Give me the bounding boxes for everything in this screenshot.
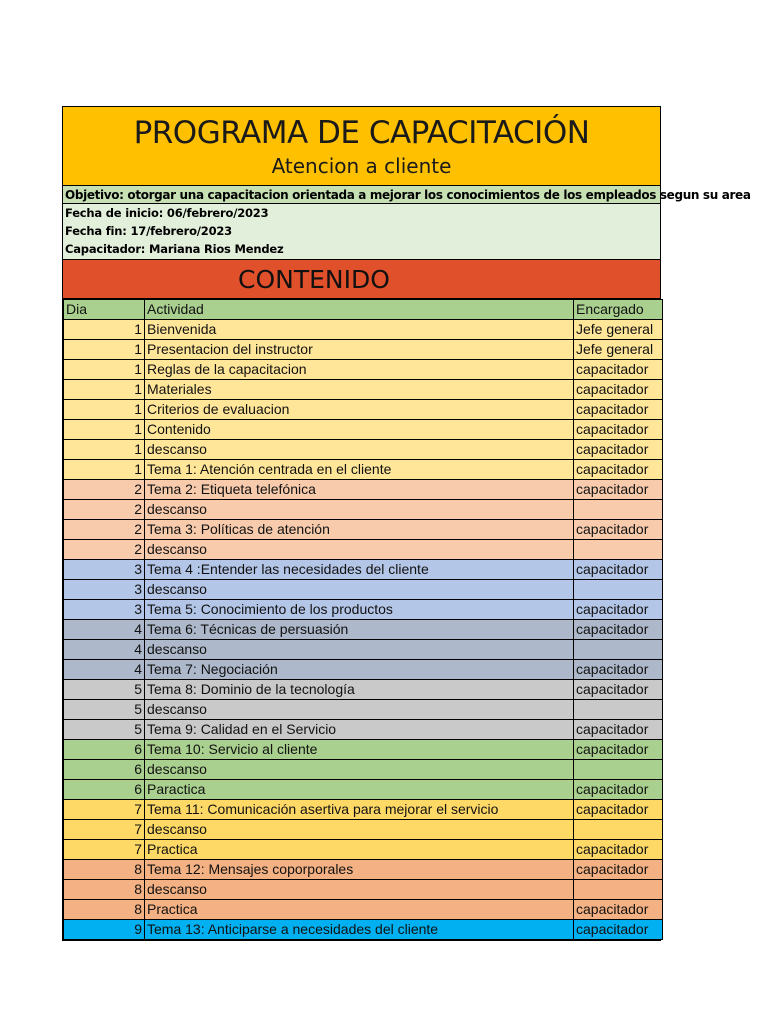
cell-actividad: Tema 11: Comunicación asertiva para mejorar el servicio <box>145 800 574 820</box>
schedule-rows <box>64 320 663 940</box>
cell-encargado: capacitador <box>574 440 663 460</box>
cell-actividad: Tema 10: Servicio al cliente <box>145 740 574 760</box>
cell-actividad: descanso <box>145 540 574 560</box>
cell-encargado: capacitador <box>574 920 663 940</box>
cell-encargado <box>574 880 663 900</box>
table-row <box>64 720 663 740</box>
cell-actividad: descanso <box>145 500 574 520</box>
cell-actividad: Tema 3: Políticas de atención <box>145 520 574 540</box>
cell-dia: 5 <box>64 680 145 700</box>
table-header-row <box>64 300 663 320</box>
cell-actividad: Reglas de la capacitacion <box>145 360 574 380</box>
cell-actividad: Tema 2: Etiqueta telefónica <box>145 480 574 500</box>
cell-encargado <box>574 760 663 780</box>
cell-encargado <box>574 820 663 840</box>
cell-encargado: capacitador <box>574 720 663 740</box>
cell-dia: 1 <box>64 340 145 360</box>
cell-actividad: Criterios de evaluacion <box>145 400 574 420</box>
cell-actividad: descanso <box>145 760 574 780</box>
cell-dia: 1 <box>64 380 145 400</box>
cell-encargado: capacitador <box>574 600 663 620</box>
cell-encargado: capacitador <box>574 680 663 700</box>
cell-dia: 3 <box>64 600 145 620</box>
table-row <box>64 820 663 840</box>
cell-encargado: capacitador <box>574 360 663 380</box>
table-row <box>64 700 663 720</box>
table-row <box>64 620 663 640</box>
cell-dia: 2 <box>64 520 145 540</box>
cell-actividad: Tema 5: Conocimiento de los productos <box>145 600 574 620</box>
training-program-sheet <box>62 106 751 941</box>
cell-encargado: capacitador <box>574 520 663 540</box>
cell-dia: 1 <box>64 360 145 380</box>
cell-encargado: capacitador <box>574 740 663 760</box>
cell-encargado: capacitador <box>574 620 663 640</box>
table-row <box>64 780 663 800</box>
column-header-dia: Dia <box>64 300 145 320</box>
table-row <box>64 520 663 540</box>
table-row <box>64 360 663 380</box>
table-row <box>64 800 663 820</box>
cell-dia: 8 <box>64 880 145 900</box>
end-date: Fecha fin: 17/febrero/2023 <box>63 222 661 240</box>
cell-dia: 2 <box>64 500 145 520</box>
cell-encargado: capacitador <box>574 560 663 580</box>
cell-actividad: descanso <box>145 640 574 660</box>
cell-actividad: Practica <box>145 900 574 920</box>
cell-actividad: Tema 12: Mensajes coporporales <box>145 860 574 880</box>
table-row <box>64 400 663 420</box>
table-row <box>64 920 663 940</box>
cell-dia: 3 <box>64 580 145 600</box>
table-row <box>64 420 663 440</box>
table-row <box>64 900 663 920</box>
cell-actividad: descanso <box>145 880 574 900</box>
cell-encargado: capacitador <box>574 780 663 800</box>
cell-encargado: capacitador <box>574 460 663 480</box>
cell-encargado: capacitador <box>574 900 663 920</box>
cell-encargado <box>574 640 663 660</box>
table-row <box>64 440 663 460</box>
cell-dia: 1 <box>64 320 145 340</box>
cell-encargado: capacitador <box>574 840 663 860</box>
cell-encargado: capacitador <box>574 400 663 420</box>
cell-actividad: Paractica <box>145 780 574 800</box>
cell-actividad: Tema 4 :Entender las necesidades del cliente <box>145 560 574 580</box>
section-title-contenido: CONTENIDO <box>63 259 661 299</box>
cell-encargado: capacitador <box>574 380 663 400</box>
cell-actividad: Tema 1: Atención centrada en el cliente <box>145 460 574 480</box>
cell-encargado: capacitador <box>574 660 663 680</box>
cell-dia: 2 <box>64 480 145 500</box>
table-row <box>64 580 663 600</box>
cell-encargado: capacitador <box>574 860 663 880</box>
cell-dia: 2 <box>64 540 145 560</box>
table-row <box>64 380 663 400</box>
cell-dia: 5 <box>64 720 145 740</box>
cell-dia: 6 <box>64 760 145 780</box>
schedule-table <box>63 299 663 940</box>
cell-dia: 1 <box>64 440 145 460</box>
table-row <box>64 880 663 900</box>
table-row <box>64 680 663 700</box>
cell-dia: 1 <box>64 420 145 440</box>
cell-dia: 5 <box>64 700 145 720</box>
cell-actividad: Tema 6: Técnicas de persuasión <box>145 620 574 640</box>
cell-actividad: Presentacion del instructor <box>145 340 574 360</box>
cell-actividad: Practica <box>145 840 574 860</box>
start-date: Fecha de inicio: 06/febrero/2023 <box>63 204 661 222</box>
column-header-encargado: Encargado <box>574 300 663 320</box>
column-header-actividad: Actividad <box>145 300 574 320</box>
objective-text: Objetivo: otorgar una capacitacion orientada a mejorar los conocimientos de los empleados segun su area <box>63 185 661 204</box>
cell-actividad: descanso <box>145 700 574 720</box>
cell-encargado <box>574 500 663 520</box>
table-row <box>64 660 663 680</box>
cell-dia: 4 <box>64 620 145 640</box>
table-row <box>64 600 663 620</box>
cell-actividad: Contenido <box>145 420 574 440</box>
trainer-name: Capacitador: Mariana Rios Mendez <box>63 240 661 259</box>
cell-dia: 1 <box>64 460 145 480</box>
cell-actividad: Tema 9: Calidad en el Servicio <box>145 720 574 740</box>
cell-actividad: Tema 8: Dominio de la tecnología <box>145 680 574 700</box>
cell-encargado: capacitador <box>574 420 663 440</box>
table-row <box>64 340 663 360</box>
table-row <box>64 840 663 860</box>
cell-dia: 6 <box>64 740 145 760</box>
table-row <box>64 460 663 480</box>
cell-actividad: Tema 13: Anticiparse a necesidades del cliente <box>145 920 574 940</box>
table-row <box>64 760 663 780</box>
cell-actividad: Materiales <box>145 380 574 400</box>
cell-dia: 7 <box>64 800 145 820</box>
cell-dia: 7 <box>64 820 145 840</box>
table-row <box>64 640 663 660</box>
cell-dia: 4 <box>64 640 145 660</box>
table-row <box>64 540 663 560</box>
program-subtitle: Atencion a cliente <box>271 154 452 178</box>
table-row <box>64 740 663 760</box>
table-row <box>64 320 663 340</box>
cell-dia: 9 <box>64 920 145 940</box>
cell-dia: 6 <box>64 780 145 800</box>
cell-dia: 1 <box>64 400 145 420</box>
cell-actividad: Tema 7: Negociación <box>145 660 574 680</box>
cell-actividad: Bienvenida <box>145 320 574 340</box>
cell-dia: 8 <box>64 900 145 920</box>
program-header <box>63 107 661 185</box>
cell-actividad: descanso <box>145 580 574 600</box>
cell-encargado: Jefe general <box>574 320 663 340</box>
cell-encargado: capacitador <box>574 800 663 820</box>
cell-encargado <box>574 700 663 720</box>
cell-actividad: descanso <box>145 440 574 460</box>
cell-encargado: Jefe general <box>574 340 663 360</box>
cell-encargado <box>574 580 663 600</box>
table-row <box>64 500 663 520</box>
table-row <box>64 560 663 580</box>
cell-encargado: capacitador <box>574 480 663 500</box>
cell-dia: 4 <box>64 660 145 680</box>
table-row <box>64 480 663 500</box>
cell-dia: 3 <box>64 560 145 580</box>
cell-dia: 7 <box>64 840 145 860</box>
cell-encargado <box>574 540 663 560</box>
table-row <box>64 860 663 880</box>
cell-dia: 8 <box>64 860 145 880</box>
cell-actividad: descanso <box>145 820 574 840</box>
program-title: PROGRAMA DE CAPACITACIÓN <box>133 115 590 151</box>
